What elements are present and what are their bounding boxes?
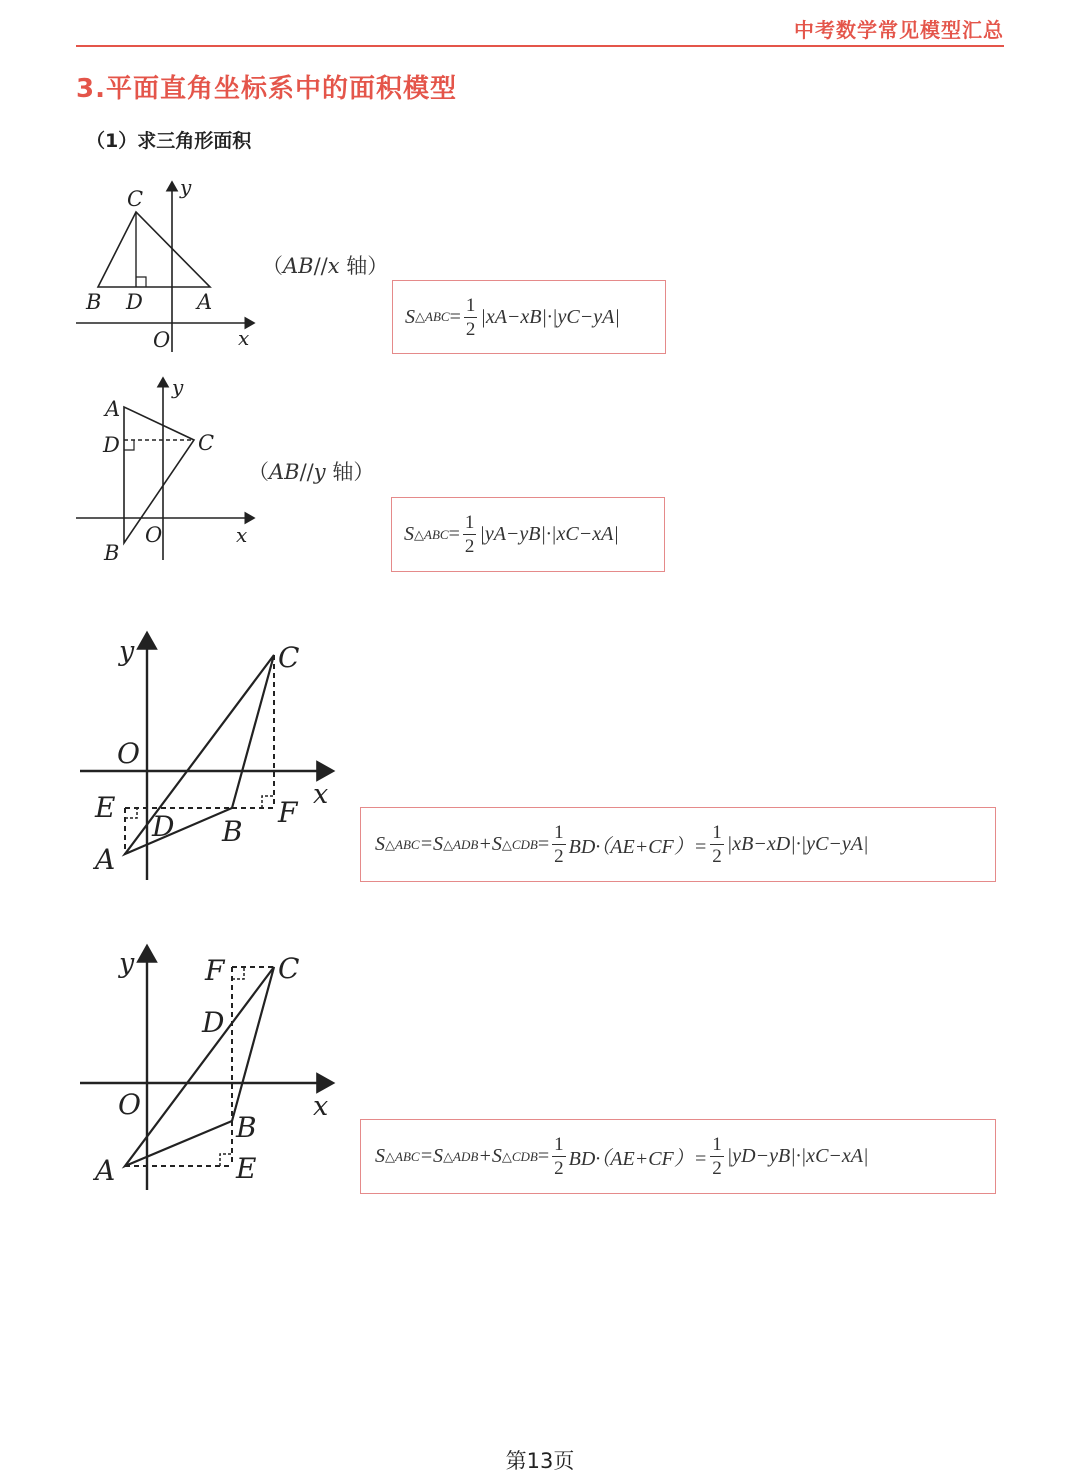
label-e: E xyxy=(95,791,116,824)
subsection-title: （1）求三角形面积 xyxy=(86,130,252,152)
label-o: O xyxy=(118,1088,141,1121)
label-y: y xyxy=(180,175,192,199)
fraction-half: $\frac{1}{2}$ xyxy=(712,822,722,867)
label-d: D xyxy=(103,433,120,457)
fraction-half: $\frac{1}{2}$ xyxy=(465,294,476,340)
right-angle-mark xyxy=(124,440,134,450)
right-angle-mark xyxy=(136,277,146,287)
label-b: B xyxy=(104,541,120,565)
figure-general-horizontal-split xyxy=(74,625,344,887)
header-divider xyxy=(76,45,1004,47)
label-a: A xyxy=(105,397,121,421)
condition-ab-parallel-y: （AB//y 轴） xyxy=(248,460,375,484)
label-d: D xyxy=(126,290,143,314)
condition-ab-parallel-x: （AB//x 轴） xyxy=(262,254,389,278)
label-c: C xyxy=(278,952,300,985)
label-y: y xyxy=(119,948,135,979)
section-title: 3.平面直角坐标系中的面积模型 xyxy=(76,74,457,104)
label-b: B xyxy=(222,815,243,848)
figure-ab-parallel-y xyxy=(70,372,270,572)
label-c: C xyxy=(278,641,300,674)
formula-box-1: S △ABC = $\frac{1}{2}$ |xA−xB|·|yC−yA| xyxy=(392,280,666,354)
fraction-half: $\frac{1}{2}$ xyxy=(464,512,475,557)
label-c: C xyxy=(198,431,215,455)
fraction-half: $\frac{1}{2}$ xyxy=(712,1134,722,1179)
right-angle-mark-f xyxy=(262,796,274,808)
label-e: E xyxy=(236,1152,257,1185)
label-b: B xyxy=(86,290,102,314)
label-x: x xyxy=(236,523,248,547)
label-y: y xyxy=(119,636,135,667)
label-x: x xyxy=(313,779,329,810)
label-f: F xyxy=(205,954,225,987)
right-angle-mark-f xyxy=(232,967,244,979)
label-f: F xyxy=(278,796,298,829)
fraction-half: $\frac{1}{2}$ xyxy=(554,1134,564,1179)
right-angle-mark-e xyxy=(125,808,137,818)
label-o: O xyxy=(153,328,171,352)
label-b: B xyxy=(236,1111,257,1144)
label-d: D xyxy=(152,810,175,843)
page-number: 第13页 xyxy=(505,1449,575,1473)
label-y: y xyxy=(172,375,184,399)
label-x: x xyxy=(313,1091,329,1122)
triangle-abc xyxy=(98,212,210,287)
document-header: 中考数学常见模型汇总 xyxy=(794,18,1004,42)
figure-general-vertical-split xyxy=(74,940,344,1195)
label-c: C xyxy=(127,187,144,211)
fraction-half: $\frac{1}{2}$ xyxy=(554,822,564,867)
label-a: A xyxy=(95,843,116,876)
label-a: A xyxy=(197,290,213,314)
right-angle-mark-e xyxy=(220,1154,232,1166)
label-a: A xyxy=(95,1154,116,1187)
label-o: O xyxy=(117,737,140,770)
label-o: O xyxy=(145,523,163,547)
formula-box-4: S △ABC =S △ADB +S △CDB = $\frac{1}{2}$ BD·（AE+CF）= $\frac{1}{2}$ |yD−yB|·|xC−xA| xyxy=(360,1119,996,1194)
formula-box-3: S △ABC =S △ADB +S △CDB = $\frac{1}{2}$ BD·（AE+CF）= $\frac{1}{2}$ |xB−xD|·|yC−yA| xyxy=(360,807,996,882)
formula-box-2: S △ABC = $\frac{1}{2}$ |yA−yB|·|xC−xA| xyxy=(391,497,665,572)
label-x: x xyxy=(238,326,250,350)
figure-ab-parallel-x xyxy=(70,175,270,355)
label-d: D xyxy=(202,1006,225,1039)
